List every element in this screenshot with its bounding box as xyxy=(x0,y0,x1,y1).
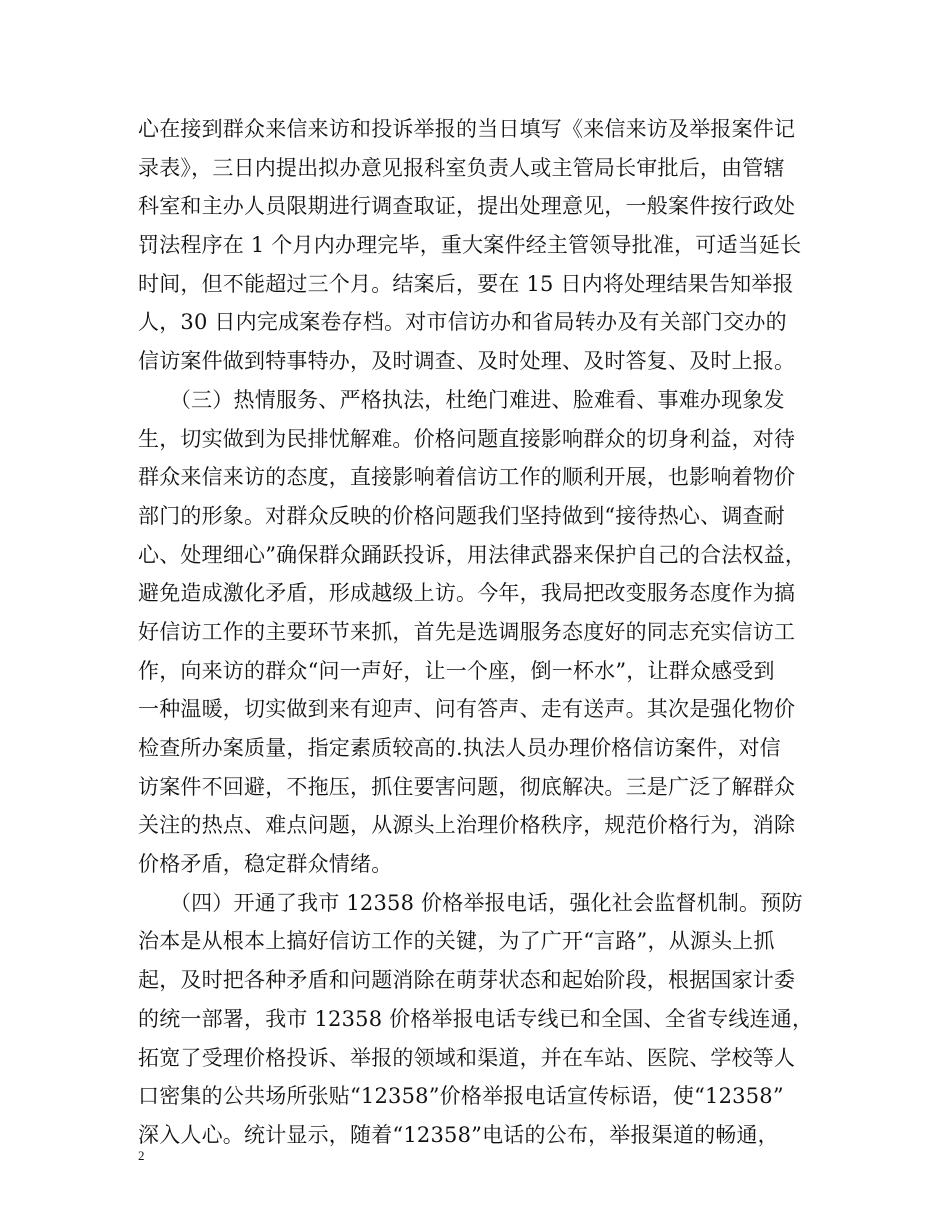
text-line: 避免造成激化矛盾，形成越级上访。今年，我局把改变服务态度作为搞 xyxy=(138,581,796,606)
text-line: 科室和主办人员限期进行调查取证，提出处理意见，一般案件按行政处 xyxy=(138,194,796,219)
text-line: 一种温暖，切实做到来有迎声、问有答声、走有送声。其次是强化物价 xyxy=(138,697,796,722)
text-line: 好信访工作的主要环节来抓，首先是选调服务态度好的同志充实信访工 xyxy=(138,619,796,644)
page-number: 2 xyxy=(138,1148,145,1163)
text-line: 录表》，三日内提出拟办意见报科室负责人或主管局长审批后，由管辖 xyxy=(138,155,785,180)
text-line: 起，及时把各种矛盾和问题消除在萌芽状态和起始阶段，根据国家计委 xyxy=(138,968,796,993)
text-line: 心在接到群众来信来访和投诉举报的当日填写《来信来访及举报案件记 xyxy=(138,117,796,141)
text-line: 治本是从根本上搞好信访工作的关键，为了广开“言路”，从源头上抓 xyxy=(138,929,775,954)
text-line: 心、处理细心”确保群众踊跃投诉，用法律武器来保护自己的合法权益， xyxy=(138,542,807,567)
text-line: 价格矛盾，稳定群众情绪。 xyxy=(138,852,393,877)
text-line: （三）热情服务、严格执法，杜绝门难进、脸难看、事难办现象发 xyxy=(138,387,785,412)
text-line: 群众来信来访的态度，直接影响着信访工作的顺利开展，也影响着物价 xyxy=(138,465,796,490)
text-line: 访案件不回避，不拖压，抓住要害问题，彻底解决。三是广泛了解群众 xyxy=(138,774,796,799)
text-line: （四）开通了我市 12358 价格举报电话，强化社会监督机制。预防 xyxy=(138,890,803,915)
text-line: 关注的热点、难点问题，从源头上治理价格秩序，规范价格行为，消除 xyxy=(138,813,796,838)
text-line: 作，向来访的群众“问一声好，让一个座，倒一杯水”，让群众感受到 xyxy=(138,658,775,683)
text-line: 口密集的公共场所张贴“12358”价格举报电话宣传标语，使“12358” xyxy=(138,1084,784,1109)
text-line: 时间，但不能超过三个月。结案后，要在 15 日内将处理结果告知举报 xyxy=(138,271,794,296)
text-line: 深入人心。统计显示，随着“12358”电话的公布，举报渠道的畅通， xyxy=(138,1122,779,1147)
text-line: 信访案件做到特事特办，及时调查、及时处理、及时答复、及时上报。 xyxy=(138,349,796,374)
body-text xyxy=(138,110,818,1155)
text-line: 拓宽了受理价格投诉、举报的领域和渠道，并在车站、医院、学校等人 xyxy=(138,1045,796,1070)
text-line: 检查所办案质量，指定素质较高的.执法人员办理价格信访案件，对信 xyxy=(138,736,781,760)
text-line: 人，30 日内完成案卷存档。对市信访办和省局转办及有关部门交办的 xyxy=(138,310,787,335)
text-line: 生，切实做到为民排忧解难。价格问题直接影响群众的切身利益，对待 xyxy=(138,426,796,451)
text-line: 罚法程序在 1 个月内办理完毕，重大案件经主管领导批准，可适当延长 xyxy=(138,233,802,258)
text-line: 部门的形象。对群众反映的价格问题我们坚持做到“接待热心、调查耐 xyxy=(138,503,785,528)
text-line: 的统一部署，我市 12358 价格举报电话专线已和全国、全省专线连通， xyxy=(138,1006,814,1031)
